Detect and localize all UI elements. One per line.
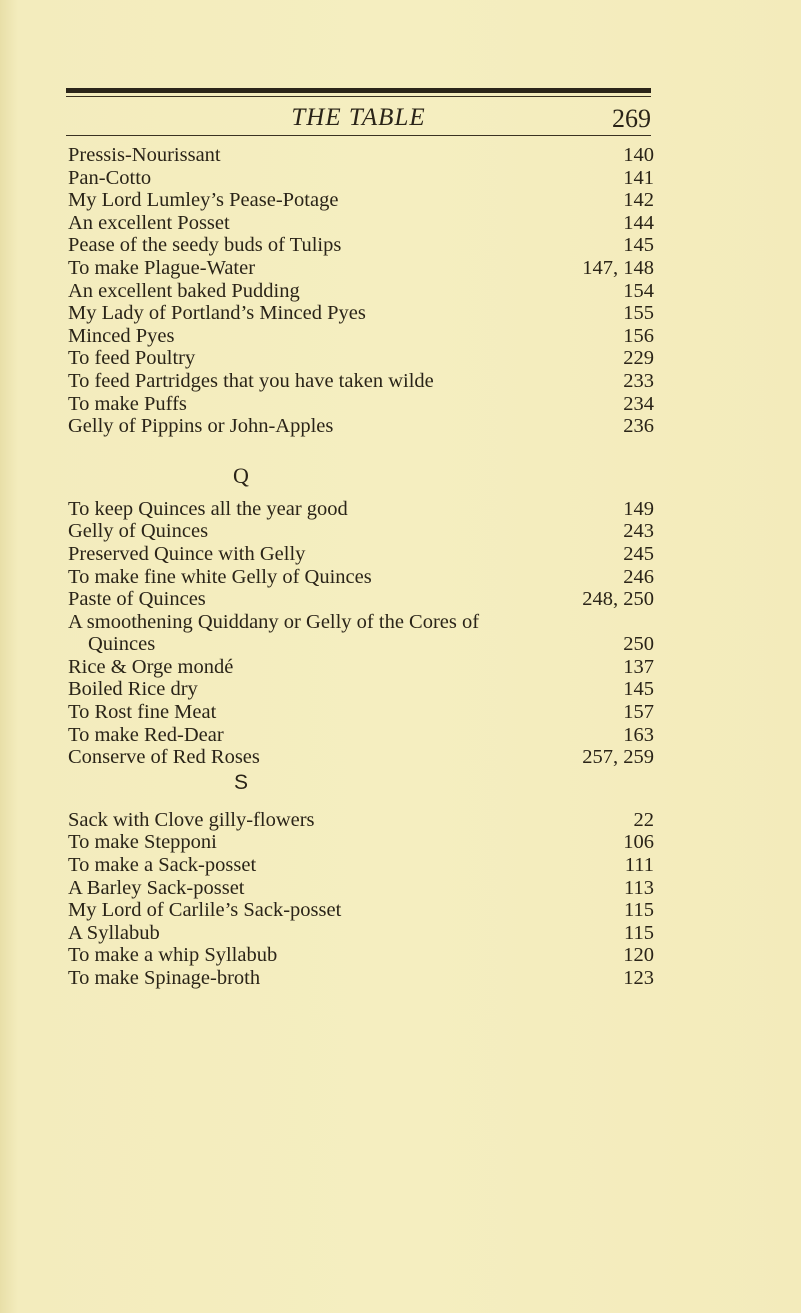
entry-title: A Syllabub bbox=[68, 921, 160, 944]
index-entry bbox=[68, 656, 654, 679]
entry-page-numbers: 248, 250 bbox=[582, 588, 654, 611]
index-entry bbox=[68, 809, 654, 832]
entry-title: My Lord Lumley’s Pease-Potage bbox=[68, 189, 339, 212]
header-rule-thick bbox=[66, 88, 651, 93]
entry-title: To make Plague-Water bbox=[68, 256, 256, 279]
entry-page-numbers: 22 bbox=[633, 808, 654, 831]
header-underline bbox=[66, 135, 651, 136]
entry-title: To make a Sack-posset bbox=[68, 854, 257, 877]
entry-page-numbers: 257, 259 bbox=[582, 746, 654, 769]
entry-page-numbers: 115 bbox=[624, 921, 654, 944]
entry-page-numbers: 236 bbox=[623, 415, 654, 438]
entry-page-numbers: 147, 148 bbox=[582, 256, 654, 279]
entry-title: My Lord of Carlile’s Sack-posset bbox=[68, 899, 342, 922]
index-entry bbox=[68, 498, 654, 521]
entry-title: Minced Pyes bbox=[68, 324, 175, 347]
entry-page-numbers: 145 bbox=[623, 234, 654, 257]
entry-page-numbers: 155 bbox=[623, 302, 654, 325]
index-entry bbox=[68, 899, 654, 922]
index-entry bbox=[68, 746, 654, 769]
index-entry bbox=[68, 611, 654, 634]
entry-title: Boiled Rice dry bbox=[68, 678, 198, 701]
section-letter: Q bbox=[233, 462, 249, 488]
index-entry bbox=[68, 393, 654, 416]
index-entry bbox=[68, 831, 654, 854]
entry-title: Conserve of Red Roses bbox=[68, 746, 260, 769]
index-entry bbox=[68, 167, 654, 190]
entry-page-numbers: 246 bbox=[623, 565, 654, 588]
entry-title: To make fine white Gelly of Quinces bbox=[68, 565, 372, 588]
index-entry bbox=[68, 854, 654, 877]
entry-page-numbers: 229 bbox=[623, 347, 654, 370]
index-entry bbox=[68, 588, 654, 611]
entry-page-numbers: 163 bbox=[623, 723, 654, 746]
entry-title: To feed Poultry bbox=[68, 347, 196, 370]
entry-title: Rice & Orge mondé bbox=[68, 655, 234, 678]
entry-title: An excellent Posset bbox=[68, 211, 230, 234]
entry-title: To keep Quinces all the year good bbox=[68, 497, 348, 520]
entry-title: Gelly of Quinces bbox=[68, 520, 209, 543]
index-entry bbox=[68, 678, 654, 701]
index-entry bbox=[68, 967, 654, 990]
entry-page-numbers: 137 bbox=[623, 655, 654, 678]
index-entry bbox=[68, 189, 654, 212]
entry-title: Gelly of Pippins or John-Apples bbox=[68, 415, 334, 438]
entry-page-numbers: 245 bbox=[623, 542, 654, 565]
entry-page-numbers: 243 bbox=[623, 520, 654, 543]
index-entry bbox=[68, 212, 654, 235]
entry-page-numbers: 111 bbox=[624, 854, 654, 877]
index-entry bbox=[68, 724, 654, 747]
entry-title: To Rost fine Meat bbox=[68, 701, 217, 724]
entry-title: A smoothening Quiddany or Gelly of the Cores of bbox=[68, 610, 480, 633]
running-title: THE TABLE bbox=[291, 104, 426, 131]
entry-page-numbers: 141 bbox=[623, 166, 654, 189]
entry-title: To feed Partridges that you have taken wilde bbox=[68, 369, 434, 392]
entry-page-numbers: 145 bbox=[623, 678, 654, 701]
index-entry bbox=[68, 543, 654, 566]
index-entry bbox=[68, 280, 654, 303]
index-entries bbox=[68, 144, 654, 990]
page-number: 269 bbox=[612, 104, 651, 133]
entry-page-numbers: 106 bbox=[623, 831, 654, 854]
entry-title: Paste of Quinces bbox=[68, 588, 206, 611]
entry-page-numbers: 157 bbox=[623, 701, 654, 724]
entry-page-numbers: 234 bbox=[623, 392, 654, 415]
index-entry bbox=[68, 877, 654, 900]
entry-title: Preserved Quince with Gelly bbox=[68, 542, 306, 565]
index-entry bbox=[68, 520, 654, 543]
index-entry bbox=[68, 257, 654, 280]
entry-title: Pressis-Nourissant bbox=[68, 144, 221, 166]
entry-title: To make Red-Dear bbox=[68, 723, 224, 746]
page-header bbox=[66, 102, 651, 136]
header-rule-thin bbox=[66, 96, 651, 97]
entry-title: Pease of the seedy buds of Tulips bbox=[68, 234, 342, 257]
entry-page-numbers: 149 bbox=[623, 497, 654, 520]
entry-page-numbers: 154 bbox=[623, 279, 654, 302]
entry-page-numbers: 250 bbox=[623, 633, 654, 656]
entry-title: An excellent baked Pudding bbox=[68, 279, 300, 302]
entry-page-numbers: 142 bbox=[623, 189, 654, 212]
entry-page-numbers: 123 bbox=[623, 967, 654, 989]
entry-title: To make Spinage-broth bbox=[68, 967, 261, 989]
index-entry bbox=[68, 144, 654, 167]
entry-page-numbers: 113 bbox=[624, 876, 654, 899]
entry-title: My Lady of Portland’s Minced Pyes bbox=[68, 302, 366, 325]
entry-page-numbers: 233 bbox=[623, 369, 654, 392]
index-entry bbox=[68, 370, 654, 393]
entry-page-numbers: 156 bbox=[623, 324, 654, 347]
entry-title: To make a whip Syllabub bbox=[68, 944, 278, 967]
entry-page-numbers: 120 bbox=[623, 944, 654, 967]
entry-page-numbers: 115 bbox=[624, 899, 654, 922]
index-entry bbox=[68, 701, 654, 724]
entry-title: Quinces bbox=[88, 633, 156, 656]
entry-title: Sack with Clove gilly-flowers bbox=[68, 808, 315, 831]
index-entry bbox=[68, 415, 654, 438]
entry-title: Pan-Cotto bbox=[68, 166, 152, 189]
index-entry bbox=[68, 302, 654, 325]
index-entry bbox=[68, 325, 654, 348]
index-entry bbox=[68, 234, 654, 257]
entry-page-numbers: 140 bbox=[623, 144, 654, 166]
index-entry bbox=[68, 944, 654, 967]
index-entry bbox=[68, 566, 654, 589]
entry-page-numbers: 144 bbox=[623, 211, 654, 234]
index-entry bbox=[68, 347, 654, 370]
entry-title: A Barley Sack-posset bbox=[68, 876, 245, 899]
index-entry bbox=[68, 633, 654, 656]
entry-title: To make Puffs bbox=[68, 392, 187, 415]
entry-title: To make Stepponi bbox=[68, 831, 217, 854]
section-letter: S bbox=[233, 770, 248, 794]
index-entry bbox=[68, 922, 654, 945]
